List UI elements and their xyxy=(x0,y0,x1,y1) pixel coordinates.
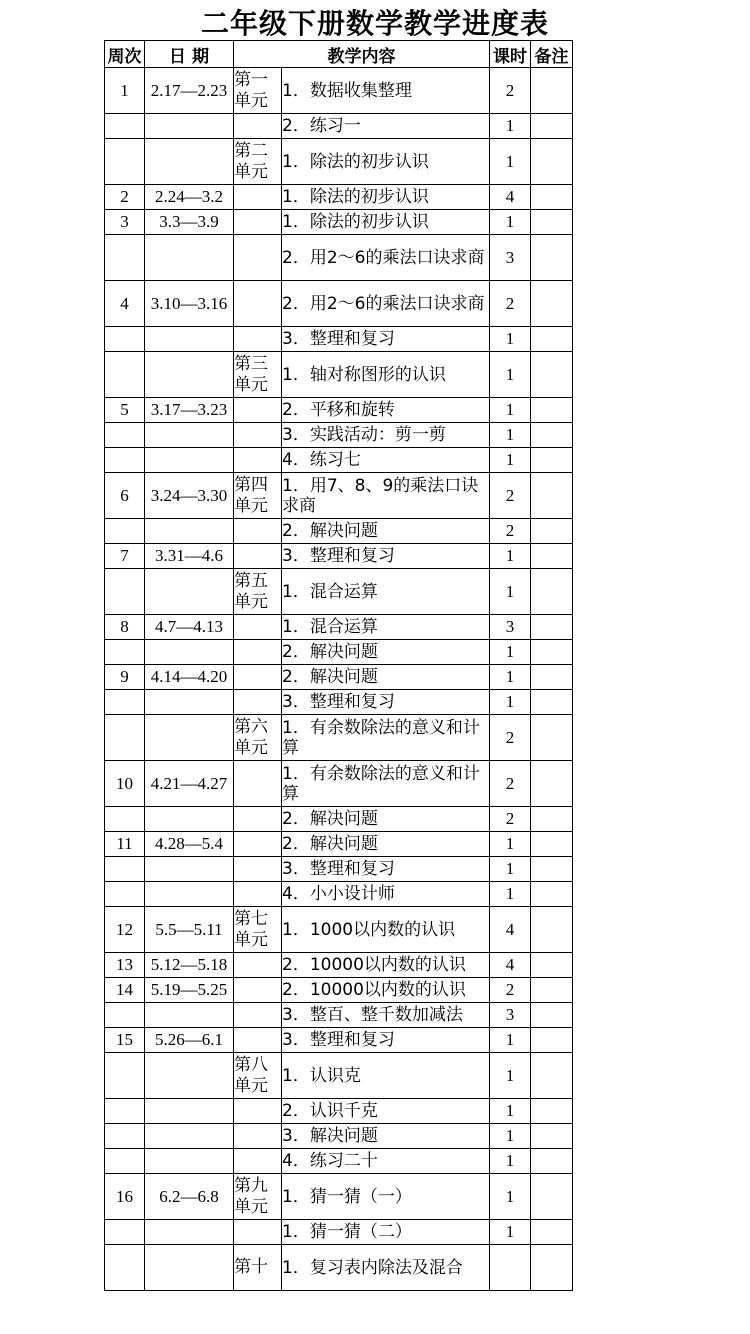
notes-cell xyxy=(531,882,573,907)
unit-cell xyxy=(234,832,282,857)
content-cell: 1．有余数除法的意义和计算 xyxy=(282,715,490,761)
table-row xyxy=(105,1174,573,1220)
week-cell: 3 xyxy=(105,210,145,235)
notes-cell xyxy=(531,398,573,423)
notes-cell xyxy=(531,473,573,519)
table-row xyxy=(105,1245,573,1291)
date-cell xyxy=(145,807,234,832)
hours-cell: 1 xyxy=(490,882,531,907)
content-cell: 3．整理和复习 xyxy=(282,544,490,569)
week-cell xyxy=(105,327,145,352)
content-cell: 2．练习一 xyxy=(282,114,490,139)
notes-cell xyxy=(531,139,573,185)
content-cell: 2．认识千克 xyxy=(282,1099,490,1124)
notes-cell xyxy=(531,210,573,235)
notes-cell xyxy=(531,715,573,761)
hours-cell: 1 xyxy=(490,1028,531,1053)
week-cell: 7 xyxy=(105,544,145,569)
unit-cell xyxy=(234,807,282,832)
unit-cell xyxy=(234,665,282,690)
hours-cell xyxy=(490,1245,531,1291)
week-cell xyxy=(105,1099,145,1124)
week-cell xyxy=(105,235,145,281)
unit-cell: 第三单元 xyxy=(234,352,282,398)
hours-cell: 4 xyxy=(490,953,531,978)
week-cell xyxy=(105,640,145,665)
hours-cell: 1 xyxy=(490,448,531,473)
table-row xyxy=(105,68,573,114)
unit-cell xyxy=(234,327,282,352)
unit-cell xyxy=(234,281,282,327)
hours-cell: 2 xyxy=(490,978,531,1003)
hours-cell: 1 xyxy=(490,832,531,857)
page-title: 二年级下册数学教学进度表 xyxy=(200,7,549,40)
content-cell: 2．平移和旋转 xyxy=(282,398,490,423)
unit-cell xyxy=(234,398,282,423)
table-row xyxy=(105,210,573,235)
notes-cell xyxy=(531,281,573,327)
unit-cell xyxy=(234,448,282,473)
table-row xyxy=(105,1124,573,1149)
notes-cell xyxy=(531,953,573,978)
hours-cell: 4 xyxy=(490,907,531,953)
date-cell xyxy=(145,139,234,185)
unit-cell xyxy=(234,615,282,640)
content-cell: 3．整理和复习 xyxy=(282,690,490,715)
date-cell xyxy=(145,1245,234,1291)
date-cell xyxy=(145,114,234,139)
unit-cell xyxy=(234,544,282,569)
content-cell: 4．练习二十 xyxy=(282,1149,490,1174)
date-cell xyxy=(145,1099,234,1124)
notes-cell xyxy=(531,1099,573,1124)
table-row xyxy=(105,882,573,907)
notes-cell xyxy=(531,185,573,210)
date-cell: 2.17—2.23 xyxy=(145,68,234,114)
date-cell xyxy=(145,1053,234,1099)
content-cell: 3．整理和复习 xyxy=(282,1028,490,1053)
notes-cell xyxy=(531,519,573,544)
unit-cell xyxy=(234,1099,282,1124)
week-cell xyxy=(105,448,145,473)
table-row xyxy=(105,857,573,882)
content-cell: 1．除法的初步认识 xyxy=(282,139,490,185)
content-cell: 1．复习表内除法及混合 xyxy=(282,1245,490,1291)
table-row xyxy=(105,615,573,640)
schedule-table xyxy=(104,40,573,1291)
date-cell xyxy=(145,857,234,882)
date-cell xyxy=(145,235,234,281)
table-row xyxy=(105,1003,573,1028)
date-cell xyxy=(145,1149,234,1174)
week-cell: 11 xyxy=(105,832,145,857)
content-cell: 4．小小设计师 xyxy=(282,882,490,907)
week-cell: 12 xyxy=(105,907,145,953)
hours-cell: 1 xyxy=(490,139,531,185)
date-cell xyxy=(145,327,234,352)
week-cell: 8 xyxy=(105,615,145,640)
week-cell xyxy=(105,1220,145,1245)
date-cell: 4.7—4.13 xyxy=(145,615,234,640)
unit-cell xyxy=(234,882,282,907)
table-row xyxy=(105,327,573,352)
content-cell: 2．解决问题 xyxy=(282,665,490,690)
date-cell: 4.14—4.20 xyxy=(145,665,234,690)
week-cell xyxy=(105,519,145,544)
table-row xyxy=(105,352,573,398)
date-cell xyxy=(145,569,234,615)
unit-cell xyxy=(234,519,282,544)
week-cell xyxy=(105,1003,145,1028)
header-hours: 课时 xyxy=(490,41,531,68)
notes-cell xyxy=(531,448,573,473)
hours-cell: 2 xyxy=(490,761,531,807)
date-cell: 3.17—3.23 xyxy=(145,398,234,423)
table-row xyxy=(105,281,573,327)
table-row xyxy=(105,761,573,807)
hours-cell: 2 xyxy=(490,519,531,544)
notes-cell xyxy=(531,615,573,640)
week-cell: 4 xyxy=(105,281,145,327)
content-cell: 2．解决问题 xyxy=(282,832,490,857)
hours-cell: 1 xyxy=(490,1124,531,1149)
content-cell: 3．整百、整千数加减法 xyxy=(282,1003,490,1028)
unit-cell: 第九单元 xyxy=(234,1174,282,1220)
date-cell: 3.24—3.30 xyxy=(145,473,234,519)
hours-cell: 2 xyxy=(490,281,531,327)
hours-cell: 2 xyxy=(490,473,531,519)
hours-cell: 3 xyxy=(490,615,531,640)
unit-cell: 第五单元 xyxy=(234,569,282,615)
table-row xyxy=(105,978,573,1003)
content-cell: 4．练习七 xyxy=(282,448,490,473)
date-cell xyxy=(145,715,234,761)
week-cell xyxy=(105,1053,145,1099)
header-row xyxy=(105,41,573,68)
week-cell xyxy=(105,1124,145,1149)
date-cell xyxy=(145,1220,234,1245)
notes-cell xyxy=(531,352,573,398)
table-row xyxy=(105,640,573,665)
week-cell: 13 xyxy=(105,953,145,978)
content-cell: 1．除法的初步认识 xyxy=(282,210,490,235)
table-row xyxy=(105,185,573,210)
table-row xyxy=(105,139,573,185)
content-cell: 2．解决问题 xyxy=(282,807,490,832)
week-cell xyxy=(105,569,145,615)
week-cell: 10 xyxy=(105,761,145,807)
notes-cell xyxy=(531,690,573,715)
content-cell: 1．猜一猜（二） xyxy=(282,1220,490,1245)
content-cell: 3．整理和复习 xyxy=(282,857,490,882)
week-cell: 1 xyxy=(105,68,145,114)
table-row xyxy=(105,544,573,569)
unit-cell xyxy=(234,1149,282,1174)
date-cell xyxy=(145,423,234,448)
table-row xyxy=(105,715,573,761)
content-cell: 1．有余数除法的意义和计算 xyxy=(282,761,490,807)
hours-cell: 1 xyxy=(490,640,531,665)
content-cell: 2．解决问题 xyxy=(282,519,490,544)
date-cell: 3.31—4.6 xyxy=(145,544,234,569)
table-row xyxy=(105,473,573,519)
notes-cell xyxy=(531,640,573,665)
unit-cell xyxy=(234,690,282,715)
week-cell xyxy=(105,715,145,761)
table-row xyxy=(105,519,573,544)
notes-cell xyxy=(531,1245,573,1291)
unit-cell xyxy=(234,114,282,139)
content-cell: 1．轴对称图形的认识 xyxy=(282,352,490,398)
date-cell xyxy=(145,352,234,398)
hours-cell: 1 xyxy=(490,1099,531,1124)
hours-cell: 1 xyxy=(490,1174,531,1220)
date-cell: 4.28—5.4 xyxy=(145,832,234,857)
week-cell: 6 xyxy=(105,473,145,519)
week-cell xyxy=(105,857,145,882)
date-cell xyxy=(145,448,234,473)
date-cell: 6.2—6.8 xyxy=(145,1174,234,1220)
notes-cell xyxy=(531,1149,573,1174)
unit-cell: 第二单元 xyxy=(234,139,282,185)
unit-cell xyxy=(234,978,282,1003)
table-row xyxy=(105,235,573,281)
hours-cell: 1 xyxy=(490,327,531,352)
unit-cell: 第七单元 xyxy=(234,907,282,953)
hours-cell: 2 xyxy=(490,68,531,114)
table-row xyxy=(105,1149,573,1174)
hours-cell: 3 xyxy=(490,1003,531,1028)
week-cell xyxy=(105,139,145,185)
table-row xyxy=(105,1099,573,1124)
header-week: 周次 xyxy=(105,41,145,68)
date-cell: 4.21—4.27 xyxy=(145,761,234,807)
week-cell xyxy=(105,114,145,139)
date-cell: 5.12—5.18 xyxy=(145,953,234,978)
header-notes: 备注 xyxy=(531,41,573,68)
hours-cell: 1 xyxy=(490,352,531,398)
notes-cell xyxy=(531,423,573,448)
hours-cell: 4 xyxy=(490,185,531,210)
notes-cell xyxy=(531,235,573,281)
hours-cell: 1 xyxy=(490,1220,531,1245)
notes-cell xyxy=(531,1028,573,1053)
week-cell xyxy=(105,1149,145,1174)
unit-cell xyxy=(234,423,282,448)
date-cell: 3.3—3.9 xyxy=(145,210,234,235)
notes-cell xyxy=(531,978,573,1003)
table-row xyxy=(105,398,573,423)
week-cell: 14 xyxy=(105,978,145,1003)
content-cell: 1．数据收集整理 xyxy=(282,68,490,114)
table-row xyxy=(105,448,573,473)
date-cell xyxy=(145,882,234,907)
date-cell xyxy=(145,1003,234,1028)
week-cell: 2 xyxy=(105,185,145,210)
hours-cell: 1 xyxy=(490,210,531,235)
content-cell: 1．认识克 xyxy=(282,1053,490,1099)
week-cell: 16 xyxy=(105,1174,145,1220)
table-row xyxy=(105,423,573,448)
unit-cell xyxy=(234,857,282,882)
week-cell: 5 xyxy=(105,398,145,423)
week-cell xyxy=(105,352,145,398)
header-date: 日 期 xyxy=(145,41,234,68)
notes-cell xyxy=(531,665,573,690)
hours-cell: 1 xyxy=(490,398,531,423)
content-cell: 3．整理和复习 xyxy=(282,327,490,352)
unit-cell xyxy=(234,640,282,665)
content-cell: 1．除法的初步认识 xyxy=(282,185,490,210)
notes-cell xyxy=(531,907,573,953)
date-cell: 5.5—5.11 xyxy=(145,907,234,953)
notes-cell xyxy=(531,807,573,832)
content-cell: 1．混合运算 xyxy=(282,615,490,640)
unit-cell xyxy=(234,185,282,210)
unit-cell xyxy=(234,1124,282,1149)
table-row xyxy=(105,832,573,857)
content-cell: 2．10000以内数的认识 xyxy=(282,953,490,978)
hours-cell: 1 xyxy=(490,857,531,882)
week-cell: 15 xyxy=(105,1028,145,1053)
hours-cell: 1 xyxy=(490,665,531,690)
hours-cell: 1 xyxy=(490,1149,531,1174)
notes-cell xyxy=(531,1003,573,1028)
notes-cell xyxy=(531,68,573,114)
unit-cell xyxy=(234,761,282,807)
content-cell: 3．实践活动：剪一剪 xyxy=(282,423,490,448)
date-cell xyxy=(145,1124,234,1149)
unit-cell xyxy=(234,1028,282,1053)
notes-cell xyxy=(531,761,573,807)
content-cell: 1．用7、8、9的乘法口诀求商 xyxy=(282,473,490,519)
week-cell xyxy=(105,807,145,832)
date-cell xyxy=(145,640,234,665)
week-cell xyxy=(105,1245,145,1291)
unit-cell: 第六单元 xyxy=(234,715,282,761)
table-row xyxy=(105,690,573,715)
table-row xyxy=(105,953,573,978)
unit-cell: 第一单元 xyxy=(234,68,282,114)
unit-cell xyxy=(234,1220,282,1245)
table-row xyxy=(105,1220,573,1245)
content-cell: 2．解决问题 xyxy=(282,640,490,665)
notes-cell xyxy=(531,832,573,857)
hours-cell: 3 xyxy=(490,235,531,281)
content-cell: 1．混合运算 xyxy=(282,569,490,615)
table-row xyxy=(105,569,573,615)
unit-cell xyxy=(234,953,282,978)
notes-cell xyxy=(531,1220,573,1245)
content-cell: 3．解决问题 xyxy=(282,1124,490,1149)
hours-cell: 1 xyxy=(490,114,531,139)
hours-cell: 1 xyxy=(490,544,531,569)
table-row xyxy=(105,1053,573,1099)
table-row xyxy=(105,1028,573,1053)
notes-cell xyxy=(531,114,573,139)
table-row xyxy=(105,807,573,832)
unit-cell xyxy=(234,210,282,235)
hours-cell: 1 xyxy=(490,423,531,448)
hours-cell: 2 xyxy=(490,715,531,761)
notes-cell xyxy=(531,857,573,882)
hours-cell: 2 xyxy=(490,807,531,832)
hours-cell: 1 xyxy=(490,690,531,715)
hours-cell: 1 xyxy=(490,569,531,615)
week-cell xyxy=(105,423,145,448)
week-cell xyxy=(105,690,145,715)
date-cell: 3.10—3.16 xyxy=(145,281,234,327)
content-cell: 1．猜一猜（一） xyxy=(282,1174,490,1220)
unit-cell xyxy=(234,235,282,281)
table-row xyxy=(105,907,573,953)
content-cell: 2．用2～6的乘法口诀求商 xyxy=(282,281,490,327)
hours-cell: 1 xyxy=(490,1053,531,1099)
date-cell xyxy=(145,519,234,544)
schedule-body xyxy=(105,68,573,1291)
content-cell: 1．1000以内数的认识 xyxy=(282,907,490,953)
table-row xyxy=(105,114,573,139)
unit-cell: 第八单元 xyxy=(234,1053,282,1099)
week-cell xyxy=(105,882,145,907)
date-cell: 2.24—3.2 xyxy=(145,185,234,210)
notes-cell xyxy=(531,544,573,569)
table-row xyxy=(105,665,573,690)
notes-cell xyxy=(531,569,573,615)
unit-cell: 第十 xyxy=(234,1245,282,1291)
date-cell: 5.26—6.1 xyxy=(145,1028,234,1053)
notes-cell xyxy=(531,1053,573,1099)
notes-cell xyxy=(531,327,573,352)
content-cell: 2．10000以内数的认识 xyxy=(282,978,490,1003)
content-cell: 2．用2～6的乘法口诀求商 xyxy=(282,235,490,281)
week-cell: 9 xyxy=(105,665,145,690)
notes-cell xyxy=(531,1174,573,1220)
date-cell xyxy=(145,690,234,715)
notes-cell xyxy=(531,1124,573,1149)
date-cell: 5.19—5.25 xyxy=(145,978,234,1003)
unit-cell: 第四单元 xyxy=(234,473,282,519)
unit-cell xyxy=(234,1003,282,1028)
header-content: 教学内容 xyxy=(234,41,490,68)
